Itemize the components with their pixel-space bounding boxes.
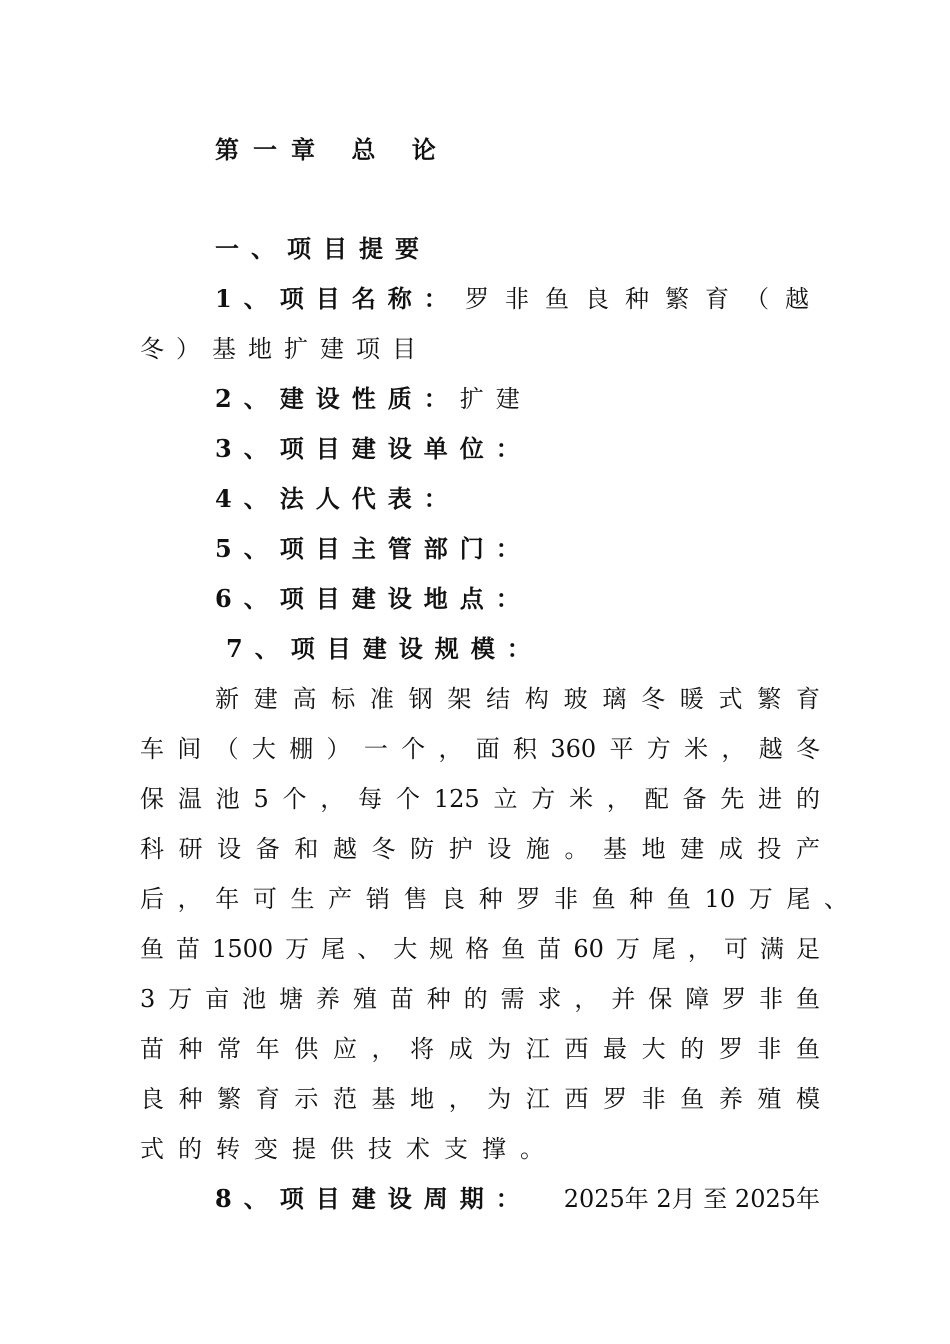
item-8 — [215, 1184, 820, 1214]
item-2-label: 2、建设性质： — [215, 384, 460, 413]
item-8-value: 2025年 2月 至 2025年 — [563, 1185, 820, 1213]
chapter-title: 第一章 总 论 — [215, 135, 450, 164]
item-3-label: 3、项目建设单位： — [215, 434, 532, 463]
item-5-label: 5、项目主管部门： — [215, 534, 532, 563]
paragraph-line: 后，年可生产销售良种罗非鱼种鱼10万尾、 — [140, 885, 848, 913]
paragraph-line: 式的转变提供技术支撑。 — [140, 1135, 558, 1163]
item-1-label: 1、项目名称： — [215, 284, 460, 313]
item-7-label: 7、项目建设规模： — [226, 634, 543, 663]
item-8-label: 8、项目建设周期： — [215, 1184, 532, 1213]
paragraph-line: 新建高标准钢架结构玻璃冬暖式繁育 — [215, 685, 820, 713]
item-6-label: 6、项目建设地点： — [215, 584, 532, 613]
paragraph-line: 良种繁育示范基地，为江西罗非鱼养殖模 — [140, 1085, 820, 1113]
item-4-label: 4、法人代表： — [215, 484, 460, 513]
paragraph-line: 保温池5个，每个125立方米，配备先进的 — [140, 785, 820, 813]
paragraph-line: 鱼苗1500万尾、大规格鱼苗60万尾，可满足 — [140, 935, 820, 963]
paragraph-line: 科研设备和越冬防护设施。基地建成投产 — [140, 835, 820, 863]
section-title: 一、项目提要 — [215, 234, 431, 263]
item-2 — [215, 384, 532, 414]
item-1-value-continued: 冬）基地扩建项目 — [140, 335, 428, 363]
paragraph-line: 车间（大棚）一个，面积360平方米，越冬 — [140, 735, 820, 763]
item-1 — [215, 284, 825, 314]
paragraph-line: 3万亩池塘养殖苗种的需求，并保障罗非鱼 — [140, 985, 820, 1013]
item-2-value: 扩建 — [459, 385, 532, 413]
item-1-value: 罗非鱼良种繁育（越 — [465, 285, 825, 313]
paragraph-line: 苗种常年供应，将成为江西最大的罗非鱼 — [140, 1035, 820, 1063]
